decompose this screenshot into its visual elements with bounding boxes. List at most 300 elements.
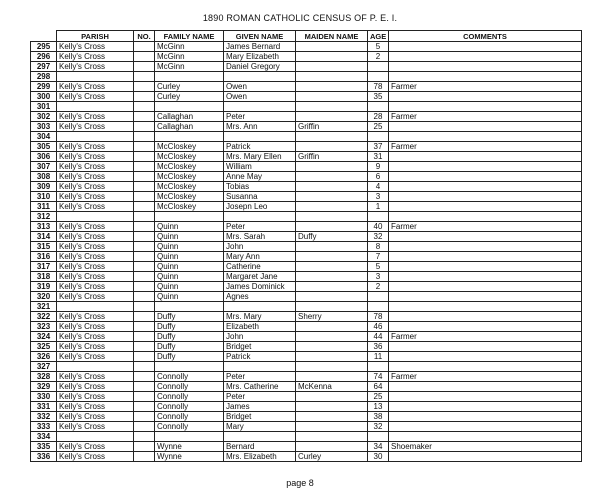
table-row	[31, 142, 582, 152]
cell-comments	[389, 122, 582, 132]
cell-no	[134, 162, 155, 172]
cell-age: 8	[368, 242, 389, 252]
cell-no	[134, 312, 155, 322]
table-row	[31, 382, 582, 392]
table-row	[31, 352, 582, 362]
cell-maiden-name	[296, 72, 368, 82]
cell-comments	[389, 312, 582, 322]
cell-maiden-name	[296, 202, 368, 212]
cell-no	[134, 92, 155, 102]
cell-given-name: Mary	[224, 422, 296, 432]
cell-comments	[389, 302, 582, 312]
cell-comments: Farmer	[389, 372, 582, 382]
table-row	[31, 72, 582, 82]
cell-family-name: Duffy	[155, 322, 224, 332]
column-header-family-name: FAMILY NAME	[155, 31, 224, 42]
table-row	[31, 252, 582, 262]
row-number: 302	[31, 112, 57, 122]
cell-given-name: Peter	[224, 112, 296, 122]
table-row	[31, 212, 582, 222]
cell-family-name: Duffy	[155, 312, 224, 322]
row-number: 299	[31, 82, 57, 92]
cell-no	[134, 332, 155, 342]
cell-family-name: Connolly	[155, 422, 224, 432]
cell-no	[134, 132, 155, 142]
cell-given-name: Peter	[224, 392, 296, 402]
cell-comments: Shoemaker	[389, 442, 582, 452]
table-row	[31, 432, 582, 442]
row-number: 301	[31, 102, 57, 112]
cell-comments	[389, 262, 582, 272]
cell-family-name: Connolly	[155, 382, 224, 392]
cell-no	[134, 212, 155, 222]
cell-comments	[389, 172, 582, 182]
cell-maiden-name	[296, 332, 368, 342]
cell-age: 5	[368, 262, 389, 272]
cell-parish: Kelly's Cross	[57, 232, 134, 242]
cell-age	[368, 292, 389, 302]
cell-parish: Kelly's Cross	[57, 242, 134, 252]
cell-family-name	[155, 102, 224, 112]
column-header-parish: PARISH	[57, 31, 134, 42]
cell-maiden-name	[296, 392, 368, 402]
cell-maiden-name	[296, 172, 368, 182]
cell-parish: Kelly's Cross	[57, 272, 134, 282]
cell-comments: Farmer	[389, 82, 582, 92]
column-header-maiden-name: MAIDEN NAME	[296, 31, 368, 42]
cell-age: 35	[368, 92, 389, 102]
cell-no	[134, 362, 155, 372]
cell-comments	[389, 242, 582, 252]
cell-given-name: Mary Ann	[224, 252, 296, 262]
row-number: 329	[31, 382, 57, 392]
cell-parish: Kelly's Cross	[57, 112, 134, 122]
cell-maiden-name	[296, 92, 368, 102]
cell-given-name: Agnes	[224, 292, 296, 302]
cell-parish: Kelly's Cross	[57, 442, 134, 452]
row-number: 335	[31, 442, 57, 452]
cell-maiden-name	[296, 412, 368, 422]
cell-family-name: Callaghan	[155, 112, 224, 122]
cell-maiden-name	[296, 52, 368, 62]
cell-given-name	[224, 72, 296, 82]
cell-no	[134, 382, 155, 392]
cell-no	[134, 112, 155, 122]
row-number: 331	[31, 402, 57, 412]
table-row	[31, 82, 582, 92]
cell-parish: Kelly's Cross	[57, 82, 134, 92]
table-row	[31, 232, 582, 242]
cell-parish: Kelly's Cross	[57, 372, 134, 382]
cell-age: 46	[368, 322, 389, 332]
cell-no	[134, 242, 155, 252]
cell-maiden-name	[296, 352, 368, 362]
cell-parish: Kelly's Cross	[57, 322, 134, 332]
cell-comments	[389, 92, 582, 102]
table-row	[31, 302, 582, 312]
cell-age: 30	[368, 452, 389, 462]
cell-maiden-name	[296, 82, 368, 92]
cell-parish: Kelly's Cross	[57, 312, 134, 322]
cell-comments	[389, 52, 582, 62]
cell-given-name: James Bernard	[224, 42, 296, 52]
cell-no	[134, 252, 155, 262]
cell-maiden-name	[296, 282, 368, 292]
row-number: 297	[31, 62, 57, 72]
cell-given-name: Mrs. Mary Ellen	[224, 152, 296, 162]
row-number: 328	[31, 372, 57, 382]
cell-given-name: Daniel Gregory	[224, 62, 296, 72]
cell-family-name: McCloskey	[155, 182, 224, 192]
census-body	[31, 42, 582, 462]
cell-no	[134, 102, 155, 112]
cell-comments	[389, 382, 582, 392]
cell-given-name: Peter	[224, 222, 296, 232]
cell-no	[134, 282, 155, 292]
row-number: 327	[31, 362, 57, 372]
column-header-comments: COMMENTS	[389, 31, 582, 42]
cell-given-name: Tobias	[224, 182, 296, 192]
row-number: 336	[31, 452, 57, 462]
cell-no	[134, 272, 155, 282]
row-number: 332	[31, 412, 57, 422]
cell-maiden-name	[296, 262, 368, 272]
cell-comments	[389, 72, 582, 82]
table-row	[31, 42, 582, 52]
row-number: 333	[31, 422, 57, 432]
cell-comments	[389, 62, 582, 72]
cell-age: 34	[368, 442, 389, 452]
row-number: 318	[31, 272, 57, 282]
cell-family-name: Connolly	[155, 372, 224, 382]
cell-family-name: Quinn	[155, 282, 224, 292]
cell-family-name: Quinn	[155, 242, 224, 252]
cell-no	[134, 392, 155, 402]
cell-given-name: Mrs. Sarah	[224, 232, 296, 242]
cell-comments	[389, 192, 582, 202]
table-row	[31, 152, 582, 162]
cell-parish: Kelly's Cross	[57, 342, 134, 352]
cell-family-name: McGinn	[155, 52, 224, 62]
cell-comments	[389, 42, 582, 52]
cell-comments	[389, 212, 582, 222]
cell-parish: Kelly's Cross	[57, 332, 134, 342]
table-row	[31, 272, 582, 282]
cell-given-name	[224, 302, 296, 312]
table-row	[31, 62, 582, 72]
cell-maiden-name: Duffy	[296, 232, 368, 242]
row-number-header	[31, 31, 57, 42]
table-row	[31, 102, 582, 112]
cell-comments	[389, 232, 582, 242]
cell-comments	[389, 412, 582, 422]
cell-age	[368, 362, 389, 372]
cell-age: 9	[368, 162, 389, 172]
cell-comments	[389, 432, 582, 442]
cell-no	[134, 452, 155, 462]
cell-age: 78	[368, 312, 389, 322]
cell-no	[134, 172, 155, 182]
cell-parish	[57, 102, 134, 112]
cell-maiden-name	[296, 432, 368, 442]
cell-no	[134, 402, 155, 412]
cell-parish	[57, 72, 134, 82]
cell-given-name: Bridget	[224, 412, 296, 422]
row-number: 323	[31, 322, 57, 332]
cell-comments	[389, 202, 582, 212]
cell-family-name	[155, 302, 224, 312]
table-row	[31, 452, 582, 462]
page-number: page 8	[286, 478, 314, 488]
row-number: 306	[31, 152, 57, 162]
cell-comments	[389, 282, 582, 292]
table-row	[31, 412, 582, 422]
cell-given-name: James	[224, 402, 296, 412]
cell-parish: Kelly's Cross	[57, 412, 134, 422]
cell-age	[368, 212, 389, 222]
cell-given-name: Bernard	[224, 442, 296, 452]
cell-maiden-name: McKenna	[296, 382, 368, 392]
table-row	[31, 202, 582, 212]
cell-no	[134, 262, 155, 272]
cell-parish: Kelly's Cross	[57, 122, 134, 132]
cell-parish: Kelly's Cross	[57, 202, 134, 212]
cell-maiden-name	[296, 182, 368, 192]
cell-family-name	[155, 72, 224, 82]
cell-age: 32	[368, 422, 389, 432]
row-number: 315	[31, 242, 57, 252]
cell-comments	[389, 322, 582, 332]
column-header-no: NO.	[134, 31, 155, 42]
row-number: 330	[31, 392, 57, 402]
cell-no	[134, 222, 155, 232]
cell-no	[134, 42, 155, 52]
cell-parish	[57, 362, 134, 372]
cell-age: 3	[368, 192, 389, 202]
cell-comments	[389, 352, 582, 362]
cell-given-name: Peter	[224, 372, 296, 382]
cell-age: 38	[368, 412, 389, 422]
table-row	[31, 292, 582, 302]
cell-maiden-name	[296, 102, 368, 112]
cell-comments: Farmer	[389, 332, 582, 342]
cell-maiden-name	[296, 142, 368, 152]
cell-family-name: Curley	[155, 82, 224, 92]
cell-maiden-name	[296, 322, 368, 332]
cell-maiden-name	[296, 212, 368, 222]
cell-age	[368, 72, 389, 82]
cell-maiden-name	[296, 42, 368, 52]
cell-family-name: Duffy	[155, 352, 224, 362]
cell-comments	[389, 152, 582, 162]
cell-age: 5	[368, 42, 389, 52]
cell-no	[134, 342, 155, 352]
cell-family-name: McGinn	[155, 62, 224, 72]
table-row	[31, 112, 582, 122]
cell-no	[134, 372, 155, 382]
cell-parish	[57, 132, 134, 142]
header-row	[31, 31, 582, 42]
cell-no	[134, 82, 155, 92]
cell-no	[134, 422, 155, 432]
cell-age: 3	[368, 272, 389, 282]
cell-parish: Kelly's Cross	[57, 352, 134, 362]
cell-parish: Kelly's Cross	[57, 292, 134, 302]
cell-maiden-name	[296, 162, 368, 172]
cell-comments	[389, 252, 582, 262]
cell-comments	[389, 292, 582, 302]
table-row	[31, 52, 582, 62]
cell-comments	[389, 402, 582, 412]
row-number: 312	[31, 212, 57, 222]
row-number: 320	[31, 292, 57, 302]
cell-comments	[389, 272, 582, 282]
cell-maiden-name	[296, 302, 368, 312]
cell-no	[134, 292, 155, 302]
cell-comments	[389, 422, 582, 432]
cell-age: 36	[368, 342, 389, 352]
cell-maiden-name	[296, 192, 368, 202]
row-number: 300	[31, 92, 57, 102]
cell-no	[134, 442, 155, 452]
cell-family-name: Quinn	[155, 252, 224, 262]
cell-age: 7	[368, 252, 389, 262]
cell-family-name: McCloskey	[155, 162, 224, 172]
cell-family-name: Curley	[155, 92, 224, 102]
cell-given-name: Catherine	[224, 262, 296, 272]
cell-family-name	[155, 362, 224, 372]
page-title: 1890 ROMAN CATHOLIC CENSUS OF P. E. I.	[202, 13, 398, 23]
cell-maiden-name	[296, 112, 368, 122]
cell-no	[134, 412, 155, 422]
row-number: 308	[31, 172, 57, 182]
cell-maiden-name	[296, 62, 368, 72]
cell-age: 25	[368, 122, 389, 132]
cell-no	[134, 202, 155, 212]
table-row	[31, 242, 582, 252]
table-row	[31, 362, 582, 372]
cell-given-name: John	[224, 242, 296, 252]
cell-maiden-name: Curley	[296, 452, 368, 462]
table-row	[31, 342, 582, 352]
cell-family-name: Connolly	[155, 412, 224, 422]
table-row	[31, 162, 582, 172]
row-number: 326	[31, 352, 57, 362]
row-number: 310	[31, 192, 57, 202]
row-number: 295	[31, 42, 57, 52]
cell-maiden-name	[296, 292, 368, 302]
cell-age: 74	[368, 372, 389, 382]
cell-comments	[389, 342, 582, 352]
cell-given-name	[224, 432, 296, 442]
row-number: 313	[31, 222, 57, 232]
row-number: 324	[31, 332, 57, 342]
cell-family-name: McCloskey	[155, 192, 224, 202]
cell-no	[134, 192, 155, 202]
table-row	[31, 422, 582, 432]
cell-parish	[57, 432, 134, 442]
cell-parish: Kelly's Cross	[57, 422, 134, 432]
cell-comments	[389, 362, 582, 372]
cell-parish: Kelly's Cross	[57, 172, 134, 182]
cell-family-name: Connolly	[155, 402, 224, 412]
row-number: 314	[31, 232, 57, 242]
cell-given-name: Mrs. Elizabeth	[224, 452, 296, 462]
row-number: 321	[31, 302, 57, 312]
cell-parish: Kelly's Cross	[57, 62, 134, 72]
table-row	[31, 332, 582, 342]
row-number: 304	[31, 132, 57, 142]
cell-given-name: Mrs. Catherine	[224, 382, 296, 392]
row-number: 298	[31, 72, 57, 82]
cell-comments: Farmer	[389, 112, 582, 122]
cell-age	[368, 302, 389, 312]
cell-age: 25	[368, 392, 389, 402]
cell-parish: Kelly's Cross	[57, 92, 134, 102]
cell-comments: Farmer	[389, 142, 582, 152]
cell-maiden-name	[296, 242, 368, 252]
cell-maiden-name: Sherry	[296, 312, 368, 322]
cell-age: 28	[368, 112, 389, 122]
cell-family-name: Quinn	[155, 232, 224, 242]
cell-age: 2	[368, 282, 389, 292]
cell-given-name: James Dominick	[224, 282, 296, 292]
cell-family-name: Connolly	[155, 392, 224, 402]
table-row	[31, 182, 582, 192]
row-number: 316	[31, 252, 57, 262]
cell-maiden-name: Griffin	[296, 152, 368, 162]
cell-age: 32	[368, 232, 389, 242]
cell-no	[134, 152, 155, 162]
cell-given-name	[224, 132, 296, 142]
cell-family-name: McCloskey	[155, 142, 224, 152]
census-table	[30, 30, 582, 462]
cell-age: 11	[368, 352, 389, 362]
cell-family-name	[155, 212, 224, 222]
cell-parish: Kelly's Cross	[57, 392, 134, 402]
cell-parish: Kelly's Cross	[57, 192, 134, 202]
cell-given-name: Susanna	[224, 192, 296, 202]
cell-no	[134, 52, 155, 62]
cell-family-name	[155, 432, 224, 442]
cell-given-name: Josepn Leo	[224, 202, 296, 212]
cell-no	[134, 122, 155, 132]
cell-family-name: McCloskey	[155, 202, 224, 212]
cell-parish: Kelly's Cross	[57, 402, 134, 412]
cell-given-name: Elizabeth	[224, 322, 296, 332]
cell-comments	[389, 392, 582, 402]
cell-age: 37	[368, 142, 389, 152]
cell-maiden-name	[296, 222, 368, 232]
cell-age: 78	[368, 82, 389, 92]
cell-parish: Kelly's Cross	[57, 452, 134, 462]
cell-maiden-name	[296, 442, 368, 452]
table-row	[31, 192, 582, 202]
cell-given-name: Bridget	[224, 342, 296, 352]
column-header-age: AGE	[368, 31, 389, 42]
column-header-given-name: GIVEN NAME	[224, 31, 296, 42]
cell-family-name: McCloskey	[155, 152, 224, 162]
table-row	[31, 392, 582, 402]
row-number: 322	[31, 312, 57, 322]
cell-given-name: Margaret Jane	[224, 272, 296, 282]
cell-given-name: John	[224, 332, 296, 342]
table-row	[31, 312, 582, 322]
cell-family-name: Quinn	[155, 292, 224, 302]
cell-parish	[57, 212, 134, 222]
cell-parish: Kelly's Cross	[57, 282, 134, 292]
cell-comments	[389, 102, 582, 112]
